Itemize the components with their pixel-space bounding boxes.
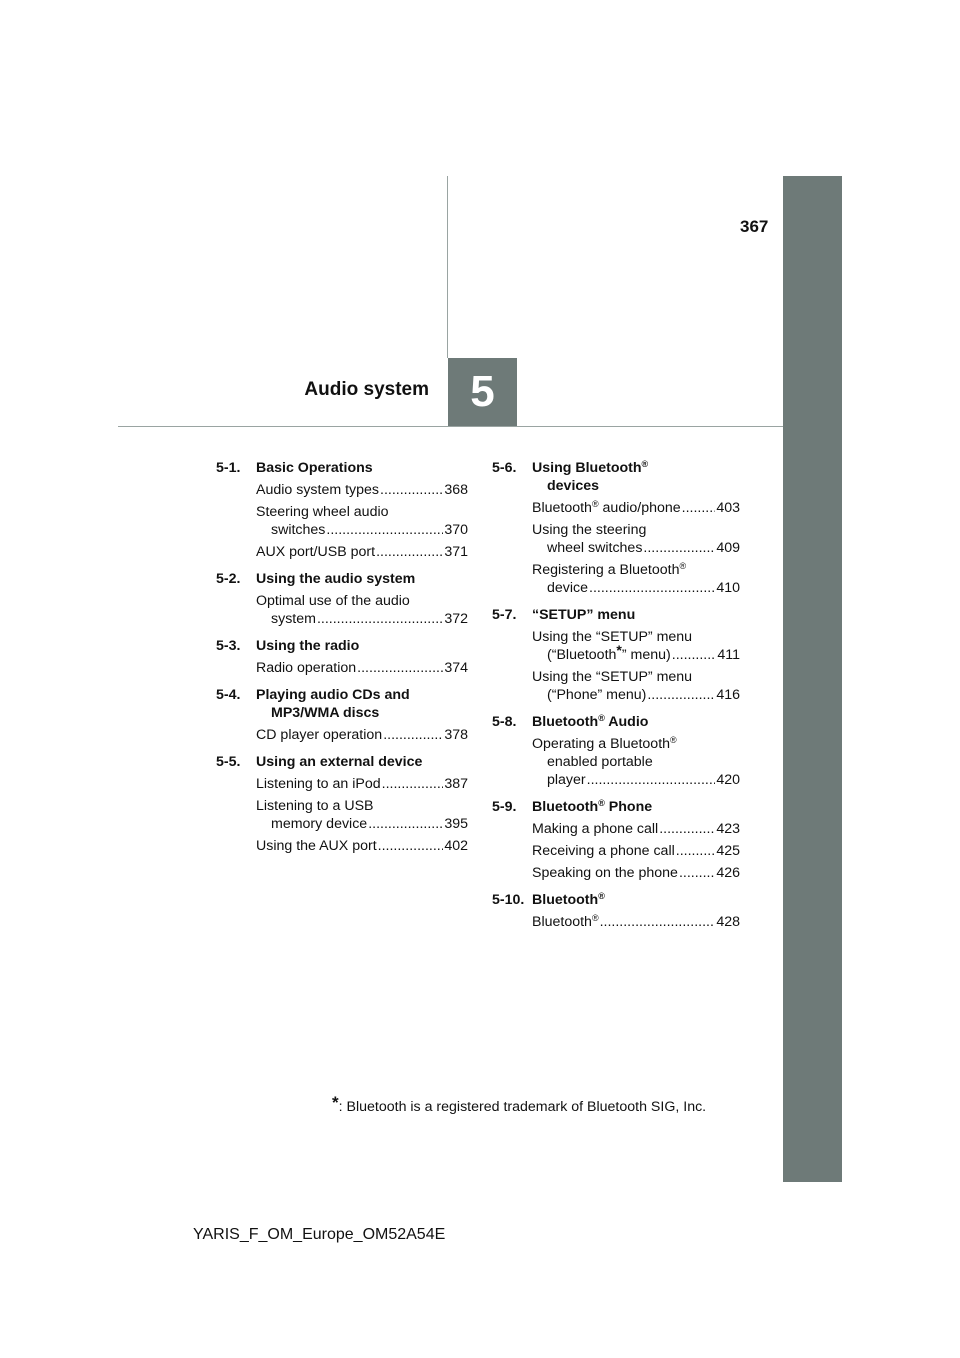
registered-mark: ® [641,459,649,469]
toc-section-5-9[interactable] [492,798,740,816]
entry-text-line2: wheel switches [547,540,643,556]
dot-leader [600,913,716,931]
section-title-text: Bluetooth [532,892,599,908]
entry-text-line1: Steering wheel audio [256,504,389,520]
section-title: Using the audio system [256,571,416,587]
footnote-text: : Bluetooth is a registered trademark of Bluetooth SIG, Inc. [338,1099,707,1115]
entry-text-line2: memory device [271,816,368,832]
toc-entry[interactable] [256,592,468,628]
toc-section-5-8[interactable] [492,713,740,731]
registered-mark: ® [679,561,687,571]
entry-page: 387 [444,776,468,792]
section-number: 5-4. [216,687,241,703]
entry-text-line1: Using the “SETUP” menu [532,669,693,685]
toc-entry[interactable] [532,864,740,882]
section-title-text: Bluetooth [532,799,599,815]
dot-leader [679,864,715,882]
entry-page: 428 [716,914,740,930]
toc-entry[interactable] [256,481,468,499]
entry-text: Listening to an iPod [256,776,381,792]
dot-leader [326,521,443,539]
section-title-text: Using Bluetooth [532,460,642,476]
entry-text-line2 [547,642,671,664]
section-number: 5-5. [216,754,241,770]
toc-entry[interactable] [532,842,740,860]
trademark-footnote [332,1093,706,1115]
dot-leader [368,815,443,833]
dot-leader [672,646,717,664]
toc-entry[interactable] [256,503,468,539]
section-title [256,686,468,722]
registered-mark: ® [598,891,605,901]
entry-text-line1: Listening to a USB [256,798,374,814]
dot-leader [647,686,715,704]
toc-entry[interactable] [532,668,740,704]
toc-entry[interactable] [256,797,468,833]
section-title-line2: devices [547,478,600,494]
chapter-side-tab [783,176,842,1182]
page-number: 367 [740,217,769,236]
entry-page: 368 [444,482,468,498]
section-title [532,798,740,816]
dot-leader [643,539,715,557]
footnote-star: * [332,1093,339,1112]
toc-entry[interactable] [256,659,468,677]
entry-page: 409 [716,540,740,556]
dot-leader [382,775,444,793]
entry-page: 411 [717,647,740,663]
toc-right-column [492,459,740,935]
toc-entry[interactable] [532,913,740,931]
toc-section-5-10[interactable] [492,891,740,909]
entry-text-line2: device [547,580,589,596]
dot-leader [676,842,716,860]
entry-page: 403 [716,500,740,516]
entry-text: AUX port/USB port [256,544,376,560]
toc-section-5-5[interactable] [216,753,468,771]
toc-entry[interactable] [532,499,740,517]
section-title: Using an external device [256,754,423,770]
entry-page: 410 [716,580,740,596]
entry-text: Speaking on the phone [532,865,678,881]
entry-text-part: Registering a Bluetooth [532,562,680,578]
entry-text-part: Operating a Bluetooth [532,736,671,752]
section-title [532,713,740,731]
section-title: “SETUP” menu [532,607,636,623]
entry-page: 402 [444,838,468,854]
entry-text-part: Bluetooth [532,500,592,516]
entry-text-line1 [532,735,740,753]
toc-section-5-2[interactable] [216,570,468,588]
toc-section-5-1[interactable] [216,459,468,477]
document-code: YARIS_F_OM_Europe_OM52A54E [193,1226,446,1243]
entry-text-part: ” menu) [621,647,671,663]
entry-text: Receiving a phone call [532,843,675,859]
entry-page: 374 [444,660,468,676]
registered-mark: ® [670,735,677,745]
section-number: 5-7. [492,607,517,623]
toc-entry[interactable] [256,775,468,793]
entry-text-line3: player [547,772,586,788]
section-title-text: Phone [604,799,653,815]
entry-text-line1 [532,561,740,579]
section-number: 5-8. [492,714,517,730]
toc-entry[interactable] [532,735,740,789]
toc-section-5-6[interactable] [492,459,740,495]
header-horizontal-rule [118,426,783,427]
entry-text-line2: (“Phone” menu) [547,687,647,703]
entry-text: CD player operation [256,727,383,743]
toc-entry[interactable] [532,628,740,664]
entry-page: 423 [716,821,740,837]
toc-entry[interactable] [532,521,740,557]
dot-leader [380,481,443,499]
dot-leader [378,837,444,855]
entry-text: Audio system types [256,482,380,498]
registered-mark: ® [591,913,599,923]
entry-page: 420 [716,772,740,788]
chapter-title: Audio system [304,379,429,400]
dot-leader [357,659,443,677]
entry-page: 370 [444,522,468,538]
entry-text-line2: system [271,611,316,627]
section-title: Basic Operations [256,460,373,476]
entry-text [532,913,599,931]
entry-text-line1: Using the steering [532,522,647,538]
section-title-line1: Playing audio CDs and [256,687,410,703]
entry-page: 371 [444,544,468,560]
section-title [532,891,740,909]
entry-text: Using the AUX port [256,838,377,854]
registered-mark: ® [591,499,599,509]
entry-text-line2: switches [271,522,326,538]
dot-leader [587,771,716,789]
header-vertical-rule [447,176,448,358]
entry-text: Making a phone call [532,821,659,837]
toc-entry[interactable] [532,561,740,597]
entry-text-line2: enabled portable [547,754,653,770]
dot-leader [682,499,716,517]
dot-leader [376,543,443,561]
section-title-text: Bluetooth [532,714,599,730]
section-number: 5-9. [492,799,517,815]
dot-leader [317,610,443,628]
dot-leader [659,820,715,838]
toc-section-5-3[interactable] [216,637,468,655]
entry-page: 372 [444,611,468,627]
section-title-text: Audio [604,714,649,730]
section-number: 5-6. [492,460,517,476]
toc-left-column [216,459,468,859]
entry-page: 378 [444,727,468,743]
toc-entry[interactable] [256,726,468,744]
toc-section-5-4[interactable] [216,686,468,722]
toc-entry[interactable] [256,543,468,561]
toc-section-5-7[interactable] [492,606,740,624]
entry-page: 416 [716,687,740,703]
entry-text-line1: Using the “SETUP” menu [532,629,693,645]
toc-entry[interactable] [532,820,740,838]
section-title: Using the radio [256,638,360,654]
toc-entry[interactable] [256,837,468,855]
registered-mark: ® [598,713,605,723]
entry-page: 426 [716,865,740,881]
entry-text: Radio operation [256,660,357,676]
section-title-line2: MP3/WMA discs [271,705,380,721]
entry-page: 395 [444,816,468,832]
section-number: 5-10. [492,892,525,908]
section-number: 5-1. [216,460,241,476]
section-number: 5-3. [216,638,241,654]
chapter-number-badge: 5 [448,358,517,426]
footnote-star: * [616,642,622,658]
entry-text-line1: Optimal use of the audio [256,593,410,609]
entry-page: 425 [716,843,740,859]
entry-text [532,499,681,517]
entry-text-part: (“Bluetooth [547,647,617,663]
entry-text-part: Bluetooth [532,914,592,930]
section-title [532,459,740,495]
registered-mark: ® [598,798,605,808]
entry-text-part: audio/phone [598,500,681,516]
section-number: 5-2. [216,571,241,587]
dot-leader [589,579,715,597]
dot-leader [383,726,443,744]
